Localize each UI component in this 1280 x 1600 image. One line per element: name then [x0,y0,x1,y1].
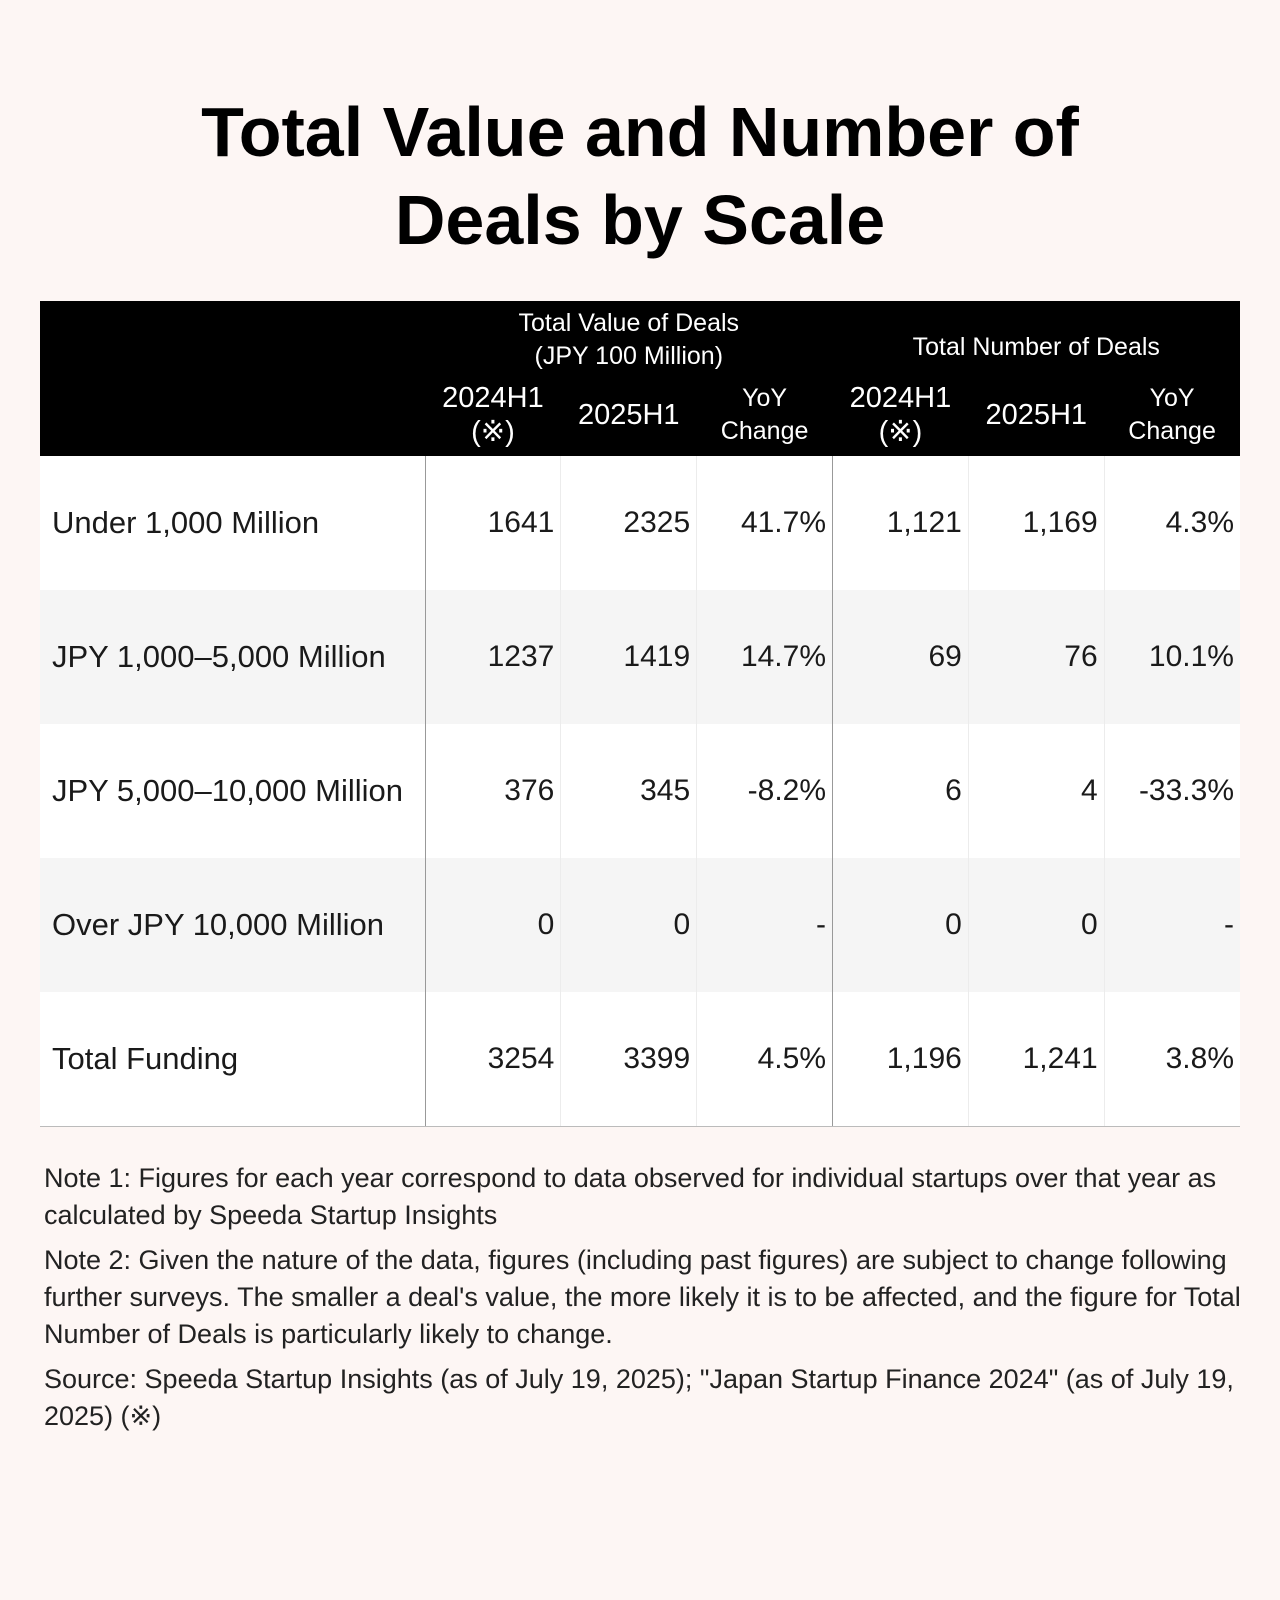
subheader-corner [40,374,425,456]
table-cell: 4.3% [1104,456,1240,590]
group-header-value [425,301,832,374]
table-row [40,456,1240,590]
table-cell: 41.7% [697,456,833,590]
footnotes [44,1160,1244,1443]
column-header-0 [425,374,561,456]
table-cell: 1,121 [833,456,969,590]
table-cell: - [1104,858,1240,992]
table-cell: 4 [968,724,1104,858]
row-label: JPY 5,000–10,000 Million [40,724,425,858]
column-header-2-line2: Change [720,417,809,445]
column-header-1-line1: 2025H1 [577,399,680,431]
subheader-row [40,374,1240,456]
table-cell: 4.5% [697,992,833,1126]
corner-cell [40,301,425,374]
table-cell: 1,169 [968,456,1104,590]
row-label: Under 1,000 Million [40,456,425,590]
column-header-3 [833,374,969,456]
title-line-1: Total Value and Number of [201,93,1079,171]
table-cell: 376 [425,724,561,858]
table-cell: 1237 [425,590,561,724]
table-cell: -33.3% [1104,724,1240,858]
column-header-1 [561,374,697,456]
table-cell: 1,196 [833,992,969,1126]
table-cell: 0 [561,858,697,992]
table-cell: 2325 [561,456,697,590]
note-1: Note 1: Figures for each year correspond to data observed for individual startups over that year as calculated by Speeda Startup Insights [44,1163,1217,1230]
table-cell: 1641 [425,456,561,590]
row-label: JPY 1,000–5,000 Million [40,590,425,724]
table-cell: 3.8% [1104,992,1240,1126]
table-cell: 0 [425,858,561,992]
column-header-5-line2: Change [1128,417,1216,445]
table-cell: 3399 [561,992,697,1126]
column-header-0-line1: 2024H1 [442,382,544,414]
group-header-number-line1: Total Number of Deals [912,332,1160,361]
row-label: Over JPY 10,000 Million [40,858,425,992]
column-header-3-line1: 2024H1 [849,382,952,414]
note-2: Note 2: Given the nature of the data, figures (including past figures) are subject to change following further surveys. The smaller a deal's value, the more likely it is to be affected, and the figure for Total Number of Deals is particularly likely to change. [44,1245,1241,1349]
column-header-3-line2: (※) [878,416,923,448]
table-cell: 6 [833,724,969,858]
table-body [40,456,1240,1126]
column-header-5 [1104,374,1240,456]
table-cell: 14.7% [697,590,833,724]
table-row [40,858,1240,992]
page-title [0,88,1280,264]
table-cell: 10.1% [1104,590,1240,724]
table-cell: 3254 [425,992,561,1126]
table-cell: 0 [833,858,969,992]
table-row [40,590,1240,724]
column-header-4-line1: 2025H1 [985,399,1088,431]
column-header-2 [697,374,833,456]
table-cell: 1,241 [968,992,1104,1126]
group-header-row [40,301,1240,374]
table-cell: 1419 [561,590,697,724]
column-header-2-line1: YoY [742,384,788,412]
group-header-value-line2: (JPY 100 Million) [534,342,724,370]
column-header-5-line1: YoY [1149,384,1195,412]
group-header-value-line1: Total Value of Deals [518,309,740,337]
table-cell: -8.2% [697,724,833,858]
source-note: Source: Speeda Startup Insights (as of July 19, 2025); "Japan Startup Finance 2024" (as of July 19, 2025) (※) [44,1364,1234,1431]
group-header-number [833,301,1240,374]
table-row [40,724,1240,858]
table-cell: 69 [833,590,969,724]
deals-table [40,301,1240,1127]
title-line-2: Deals by Scale [394,181,886,259]
table-cell: 0 [968,858,1104,992]
table-row [40,992,1240,1126]
column-header-0-line2: (※) [471,416,515,448]
column-header-4 [968,374,1104,456]
table-cell: 345 [561,724,697,858]
row-label: Total Funding [40,992,425,1126]
table-cell: - [697,858,833,992]
table-cell: 76 [968,590,1104,724]
deals-table-container [40,301,1240,1127]
